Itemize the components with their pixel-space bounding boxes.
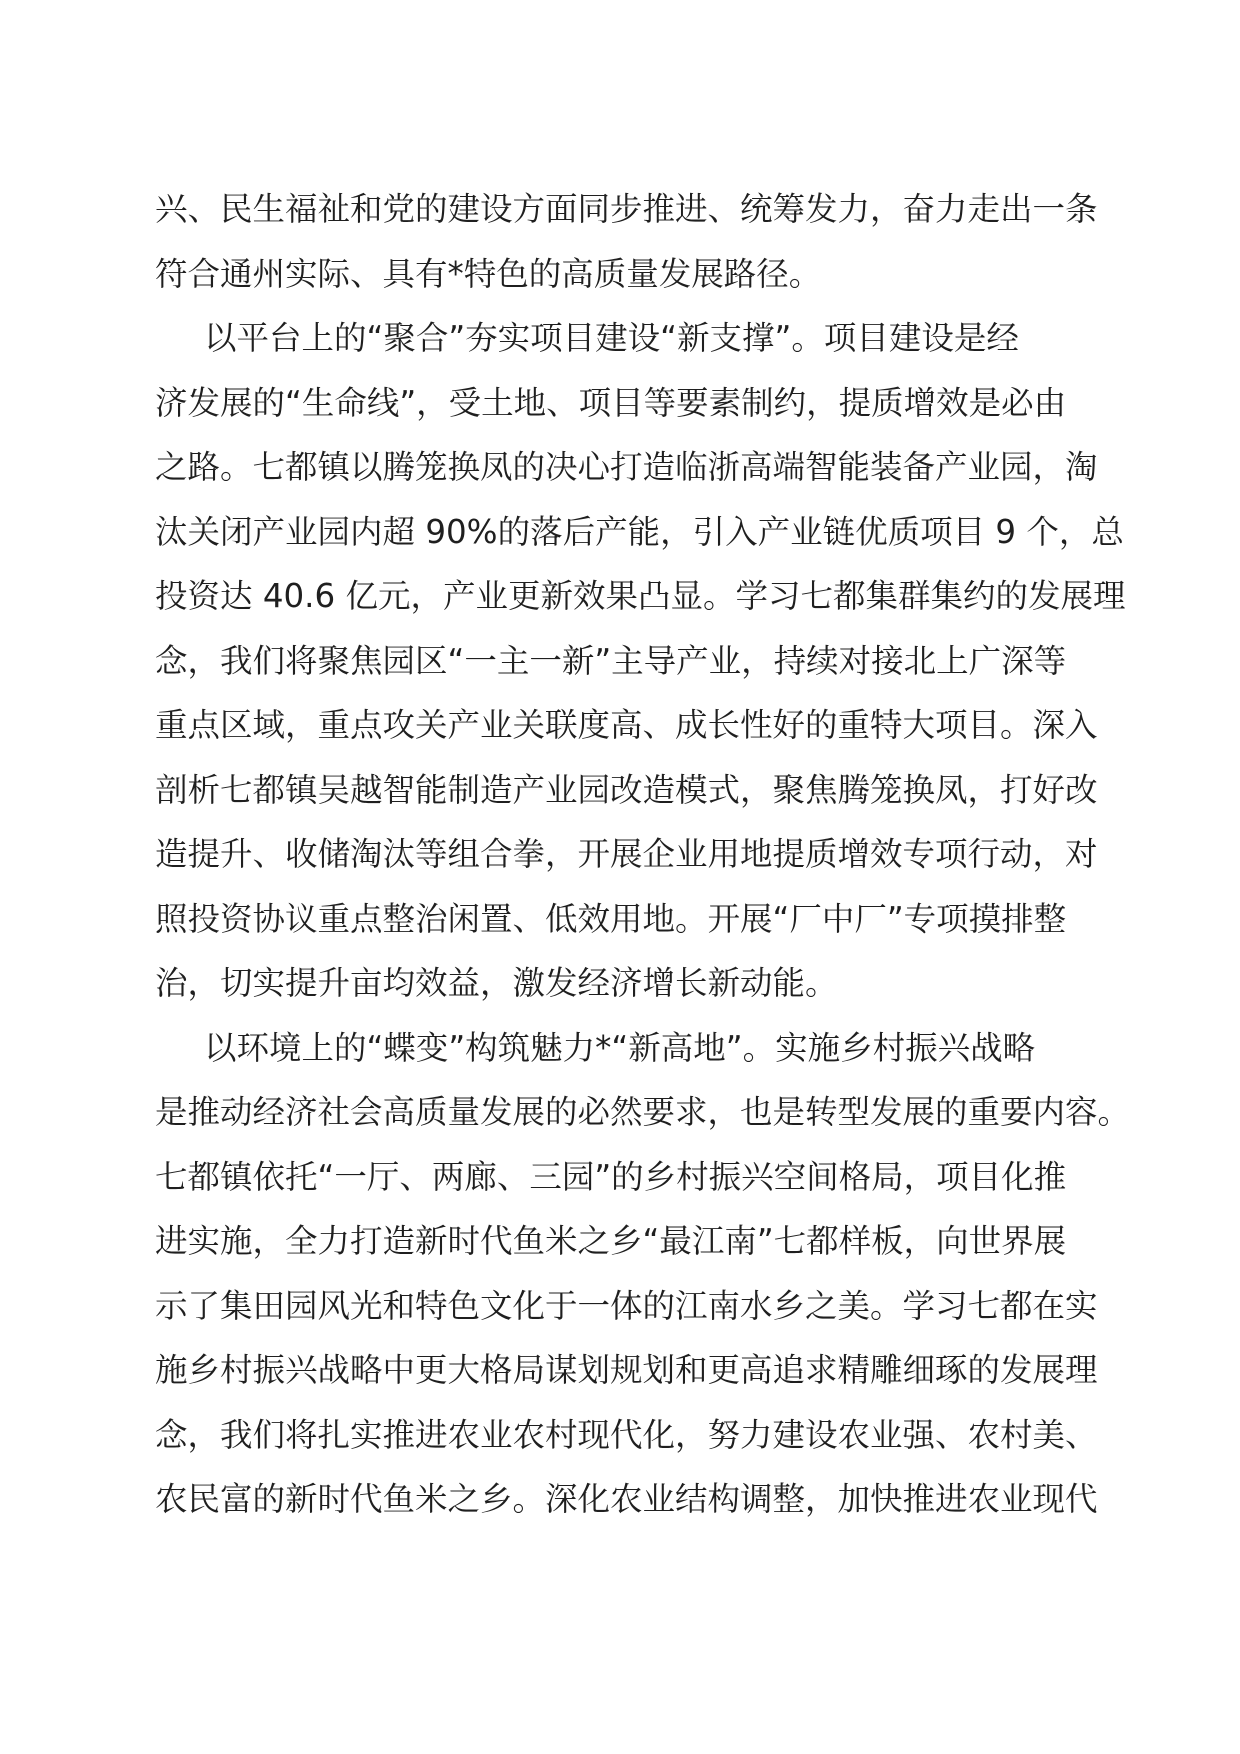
text-line-8: 念，我们将聚焦园区“一主一新”主导产业，持续对接北上广深等 (155, 641, 1067, 680)
text-line-17: 进实施，全力打造新时代鱼米之乡“最江南”七都样板，向世界展 (155, 1222, 1067, 1260)
text-line-21: 农民富的新时代鱼米之乡。深化农业结构调整，加快推进农业现代 (155, 1480, 1098, 1518)
document-body (155, 187, 1131, 1542)
text-line-9: 重点区域，重点攻关产业关联度高、成长性好的重特大项目。深入 (155, 706, 1098, 744)
text-line-2: 符合通州实际、具有*特色的高质量发展路径。 (155, 254, 822, 293)
text-line-7: 投资达 40.6 亿元，产业更新效果凸显。学习七都集群集约的发展理 (155, 577, 1126, 615)
text-line-11: 造提升、收储淘汰等组合拳，开展企业用地提质增效专项行动，对 (155, 835, 1098, 873)
text-line-20: 念，我们将扎实推进农业农村现代化，努力建设农业强、农村美、 (155, 1415, 1098, 1454)
paragraph-start-line-14: 以环境上的“蝶变”构筑魅力*“新高地”。实施乡村振兴战略 (204, 1028, 1036, 1067)
text-line-4: 济发展的“生命线”，受土地、项目等要素制约，提质增效是必由 (155, 383, 1067, 422)
text-line-1: 兴、民生福祉和党的建设方面同步推进、统筹发力，奋力走出一条 (155, 190, 1098, 228)
text-line-5: 之路。七都镇以腾笼换凤的决心打造临浙高端智能装备产业园，淘 (155, 448, 1098, 486)
text-line-15: 是推动经济社会高质量发展的必然要求，也是转型发展的重要内容。 (155, 1093, 1131, 1131)
text-line-13: 治，切实提升亩均效益，激发经济增长新动能。 (155, 964, 838, 1002)
text-line-10: 剖析七都镇吴越智能制造产业园改造模式，聚焦腾笼换凤，打好改 (155, 770, 1098, 809)
text-line-6: 汰关闭产业园内超 90%的落后产能，引入产业链优质项目 9 个，总 (155, 512, 1124, 551)
text-line-18: 示了集田园风光和特色文化于一体的江南水乡之美。学习七都在实 (155, 1286, 1098, 1325)
paragraph-start-line-3: 以平台上的“聚合”夯实项目建设“新支撑”。项目建设是经 (204, 319, 1019, 357)
text-line-16: 七都镇依托“一厅、两廊、三园”的乡村振兴空间格局，项目化推 (155, 1157, 1067, 1196)
text-line-19: 施乡村振兴战略中更大格局谋划规划和更高追求精雕细琢的发展理 (155, 1351, 1098, 1389)
text-line-12: 照投资协议重点整治闲置、低效用地。开展“厂中厂”专项摸排整 (155, 899, 1067, 938)
